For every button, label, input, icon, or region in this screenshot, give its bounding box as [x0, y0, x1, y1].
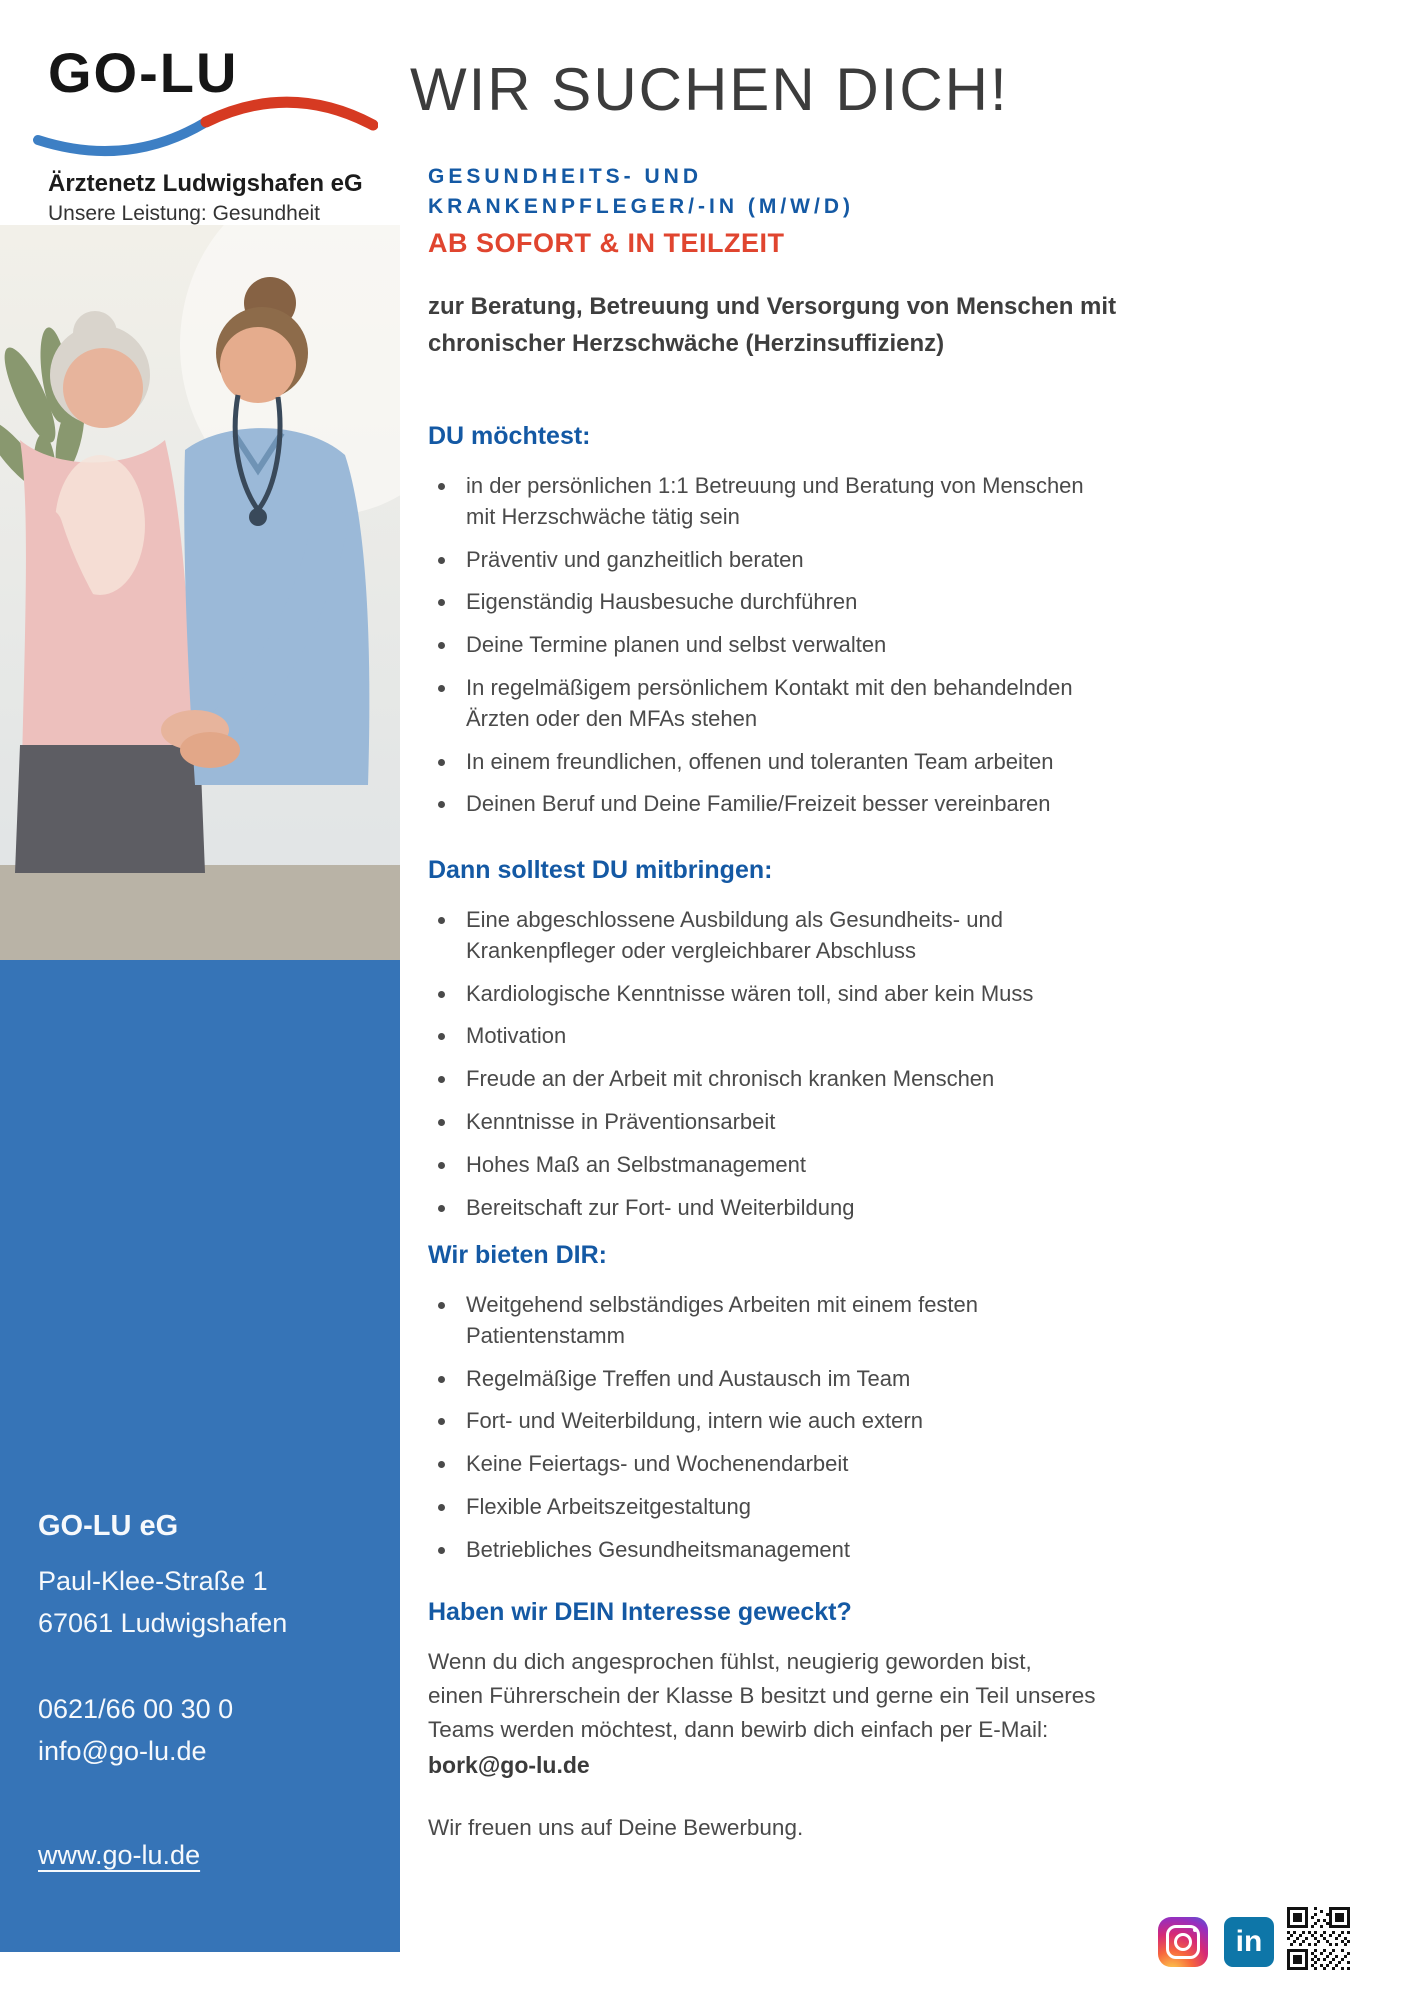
contact-phone: 0621/66 00 30 0: [38, 1693, 234, 1724]
qr-code-icon: [1287, 1907, 1350, 1970]
list-item: • Deinen Beruf und Deine Familie/Freizeit besser vereinbaren: [458, 789, 1108, 820]
list-item: • Flexible Arbeitszeitgestaltung: [458, 1492, 1108, 1523]
bullet-list: [428, 905, 1108, 1223]
list-item: • Fort- und Weiterbildung, intern wie auch extern: [458, 1406, 1108, 1437]
social-icons: [1158, 1907, 1358, 1979]
list-item: • In regelmäßigem persönlichem Kontakt mit den behandelnden Ärzten oder den MFAs stehen: [458, 673, 1108, 735]
page-title: WIR SUCHEN DICH!: [410, 56, 1009, 123]
list-item: • Hohes Maß an Selbstmanagement: [458, 1150, 1108, 1181]
logo-wordmark: GO-LU: [48, 41, 239, 104]
job-role: [428, 162, 854, 223]
list-item: • Eigenständig Hausbesuche durchführen: [458, 587, 1108, 618]
contact-email: info@go-lu.de: [38, 1735, 207, 1766]
interest-text-line: Teams werden möchtest, dann bewirb dich einfach per E-Mail:: [428, 1716, 1049, 1742]
section-wir-bieten: [428, 1241, 1108, 1578]
sidebar-blue-panel: [0, 960, 400, 1952]
job-role-line2: KRANKENPFLEGER/-IN (M/W/D): [428, 195, 854, 219]
interest-text-line: einen Führerschein der Klasse B besitzt und gerne ein Teil unseres: [428, 1682, 1096, 1708]
section-heading: Dann solltest DU mitbringen:: [428, 856, 773, 884]
interest-text-line: Wenn du dich angesprochen fühlst, neugierig geworden bist,: [428, 1649, 1032, 1674]
section-heading: DU möchtest:: [428, 422, 591, 450]
closing-line: Wir freuen uns auf Deine Bewerbung.: [428, 1815, 804, 1841]
application-email: bork@go-lu.de: [428, 1752, 590, 1779]
bullet-list: [428, 1290, 1108, 1566]
contact-block: [38, 1510, 287, 1871]
section-heading: Wir bieten DIR:: [428, 1241, 607, 1269]
list-item: • In einem freundlichen, offenen und toleranten Team arbeiten: [458, 747, 1108, 778]
list-item: • Bereitschaft zur Fort- und Weiterbildung: [458, 1193, 1108, 1224]
photo-caregiver-and-patient: [0, 225, 400, 960]
instagram-icon[interactable]: [1158, 1917, 1208, 1967]
section-heading: Haben wir DEIN Interesse geweckt?: [428, 1598, 852, 1626]
list-item: • Motivation: [458, 1021, 1108, 1052]
linkedin-icon[interactable]: [1224, 1917, 1274, 1967]
list-item: • Betriebliches Gesundheitsmanagement: [458, 1535, 1108, 1566]
logo-org-name: Ärztenetz Ludwigshafen eG: [48, 170, 363, 197]
list-item: • Präventiv und ganzheitlich beraten: [458, 545, 1108, 576]
list-item: • Kardiologische Kenntnisse wären toll, sind aber kein Muss: [458, 979, 1108, 1010]
bullet-list: [428, 471, 1108, 820]
job-intro: zur Beratung, Betreuung und Versorgung von Menschen mit chronischer Herzschwäche (Herzinsuffizienz): [428, 293, 1117, 358]
availability-note: AB SOFORT & IN TEILZEIT: [428, 228, 785, 258]
list-item: • in der persönlichen 1:1 Betreuung und Beratung von Menschen mit Herzschwäche tätig sein: [458, 471, 1108, 533]
linkedin-label: in: [1235, 1925, 1263, 1958]
section-du-moechtest: [428, 422, 1108, 832]
list-item: • Eine abgeschlossene Ausbildung als Gesundheits- und Krankenpfleger oder vergleichbarer Abschluss: [458, 905, 1108, 967]
list-item: • Keine Feiertags- und Wochenendarbeit: [458, 1449, 1108, 1480]
instagram-camera-lens: [1174, 1933, 1192, 1951]
section-mitbringen: [428, 856, 1108, 1235]
website-link[interactable]: www.go-lu.de: [38, 1840, 201, 1871]
contact-street: Paul-Klee-Straße 1: [38, 1566, 268, 1596]
logo-tagline: Unsere Leistung: Gesundheit: [48, 202, 321, 225]
contact-company: GO-LU eG: [38, 1510, 179, 1542]
instagram-camera-dot: [1193, 1928, 1197, 1932]
list-item: • Freude an der Arbeit mit chronisch kranken Menschen: [458, 1064, 1108, 1095]
list-item: • Kenntnisse in Präventionsarbeit: [458, 1107, 1108, 1138]
job-role-line1: GESUNDHEITS- UND: [428, 165, 703, 188]
logo-swoosh-icon: [28, 85, 378, 160]
list-item: • Weitgehend selbständiges Arbeiten mit einem festen Patientenstamm: [458, 1290, 1108, 1352]
section-interesse: [428, 1598, 1138, 1841]
list-item: • Regelmäßige Treffen und Austausch im Team: [458, 1364, 1108, 1395]
list-item: • Deine Termine planen und selbst verwalten: [458, 630, 1108, 661]
contact-city: 67061 Ludwigshafen: [38, 1607, 288, 1638]
